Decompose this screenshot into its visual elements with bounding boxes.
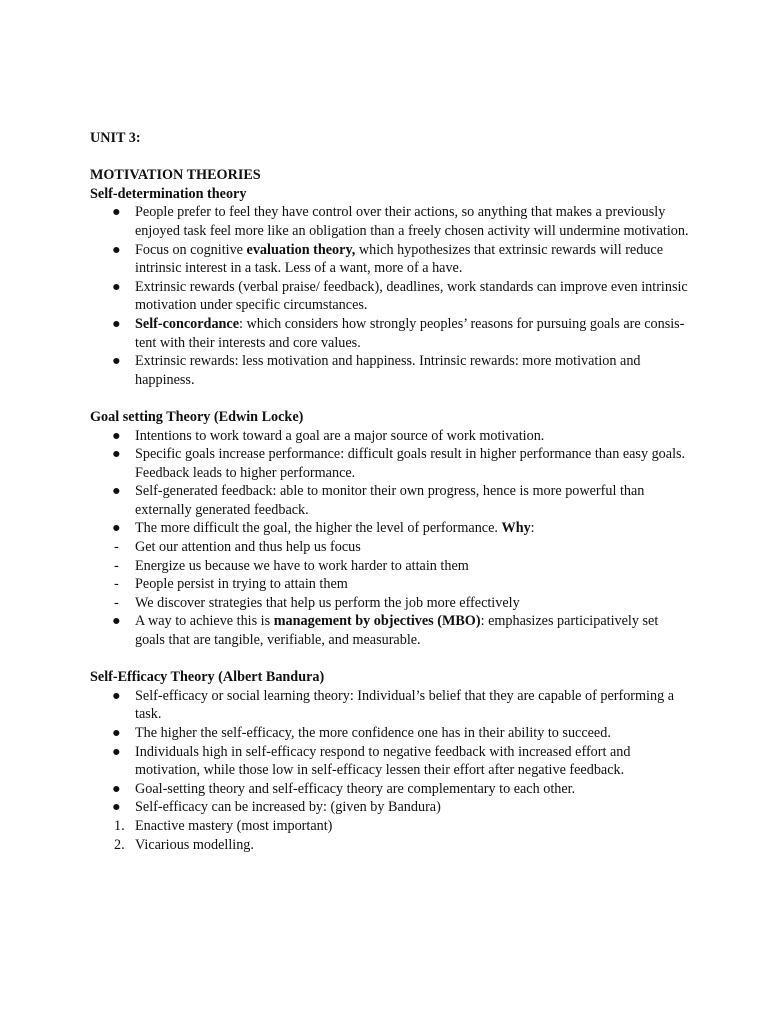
item-text: Vicarious modelling. [135, 836, 254, 853]
list-marker: - [114, 557, 119, 574]
item-text: Specific goals increase performance: difficult goals result in higher performance than easy goals. Feedback leads to higher performance. [135, 446, 686, 481]
bullet-item [90, 203, 690, 240]
bullet-item [90, 612, 690, 649]
list-marker: ● [112, 278, 121, 295]
item-text: Extrinsic rewards (verbal praise/ feedback), deadlines, work standards can improve even intrinsic motivation under specific circumstances. [135, 278, 688, 314]
item-text: Individuals high in self-efficacy respond to negative feedback with increased effort and motivation, while those low in self-efficacy lessen their effort after negative feedback. [135, 743, 631, 779]
item-text: Enactive mastery (most important) [135, 817, 333, 834]
item-text: The higher the self-efficacy, the more confidence one has in their ability to succeed. [135, 725, 611, 741]
item-text: Intentions to work toward a goal are a major source of work motivation. [135, 427, 545, 444]
list-marker: ● [112, 613, 121, 630]
document-body [90, 129, 690, 854]
sections-container [90, 185, 690, 854]
item-text: People persist in trying to attain them [135, 576, 348, 593]
bullet-item [90, 724, 690, 743]
item-text: Energize us because we have to work harder to attain them [135, 557, 469, 574]
section-heading: Self-Efficacy Theory (Albert Bandura) [90, 669, 325, 686]
item-text: : [530, 520, 535, 537]
unit-title: UNIT 3: [90, 130, 141, 146]
list-marker: - [114, 539, 119, 556]
list-marker: ● [112, 743, 121, 760]
list-marker: ● [112, 204, 121, 221]
list-marker: ● [112, 483, 121, 500]
item-text: Goal-setting theory and self-efficacy theory are complementary to each other. [135, 780, 576, 797]
item-text: : which considers how strongly peoples’ reasons for pursuing goals are consis- tent with their interests and core values. [135, 315, 685, 351]
list-marker: - [114, 576, 119, 593]
item-text: : emphasizes participatively set goals that are tangible, verifiable, and measurable. [135, 613, 659, 649]
dash-item [90, 575, 690, 594]
item-text: Extrinsic rewards: less motivation and happiness. Intrinsic rewards: more motivation and happiness. [135, 353, 641, 388]
numbered-item [90, 836, 690, 855]
bullet-item [90, 315, 690, 352]
section-heading: Self-determination theory [90, 185, 247, 202]
item-text: Self-generated feedback: able to monitor their own progress, hence is more powerful than externally generated feedback. [135, 483, 645, 518]
bullet-item [90, 798, 690, 817]
list-marker: ● [112, 353, 121, 370]
blank-line [90, 148, 690, 167]
numbered-item [90, 817, 690, 836]
dash-item [90, 557, 690, 576]
bold-term: evaluation theory, [246, 241, 356, 258]
main-title: MOTIVATION THEORIES [90, 167, 261, 184]
item-text: Focus on cognitive [135, 241, 247, 258]
bullet-item [90, 278, 690, 315]
item-text: Self-efficacy can be increased by: (given by Bandura) [135, 799, 441, 816]
blank-line [90, 389, 690, 408]
bold-term: management by objectives (MBO) [273, 613, 481, 630]
item-text: People prefer to feel they have control over their actions, so anything that makes a previously enjoyed task feel more like an obligation than a freely chosen activity will undermine motivation. [135, 204, 689, 239]
bullet-item [90, 743, 690, 780]
bullet-item [90, 352, 690, 389]
bold-term: Self-concordance [135, 315, 240, 332]
list-marker: ● [112, 780, 121, 797]
bullet-item [90, 519, 690, 538]
list-marker: ● [112, 427, 121, 444]
list-marker: 1. [114, 817, 125, 834]
item-text: A way to achieve this is [135, 613, 274, 630]
item-text: which hypothesizes that extrinsic rewards will reduce intrinsic interest in a task. Less of a want, more of a have. [135, 241, 664, 277]
item-text: The more difficult the goal, the higher the level of performance. [135, 520, 502, 537]
bullet-item [90, 482, 690, 519]
item-text: Get our attention and thus help us focus [135, 539, 361, 556]
list-marker: ● [112, 315, 121, 332]
section-heading: Goal setting Theory (Edwin Locke) [90, 408, 304, 425]
dash-item [90, 594, 690, 613]
bullet-item [90, 780, 690, 799]
list-marker: ● [112, 520, 121, 537]
list-marker: ● [112, 725, 121, 741]
item-text: We discover strategies that help us perform the job more effectively [135, 594, 520, 611]
list-marker: ● [112, 687, 121, 704]
bullet-item [90, 427, 690, 446]
list-marker: - [114, 594, 119, 611]
list-marker: ● [112, 241, 121, 258]
bold-term: Why [501, 520, 531, 537]
blank-line [90, 650, 690, 669]
bullet-item [90, 445, 690, 482]
dash-item [90, 538, 690, 557]
list-marker: ● [112, 446, 121, 463]
bullet-item [90, 687, 690, 724]
list-marker: ● [112, 799, 121, 816]
bullet-item [90, 241, 690, 278]
item-text: Self-efficacy or social learning theory: Individual’s belief that they are capable of performing a task. [135, 687, 675, 723]
list-marker: 2. [114, 836, 125, 853]
